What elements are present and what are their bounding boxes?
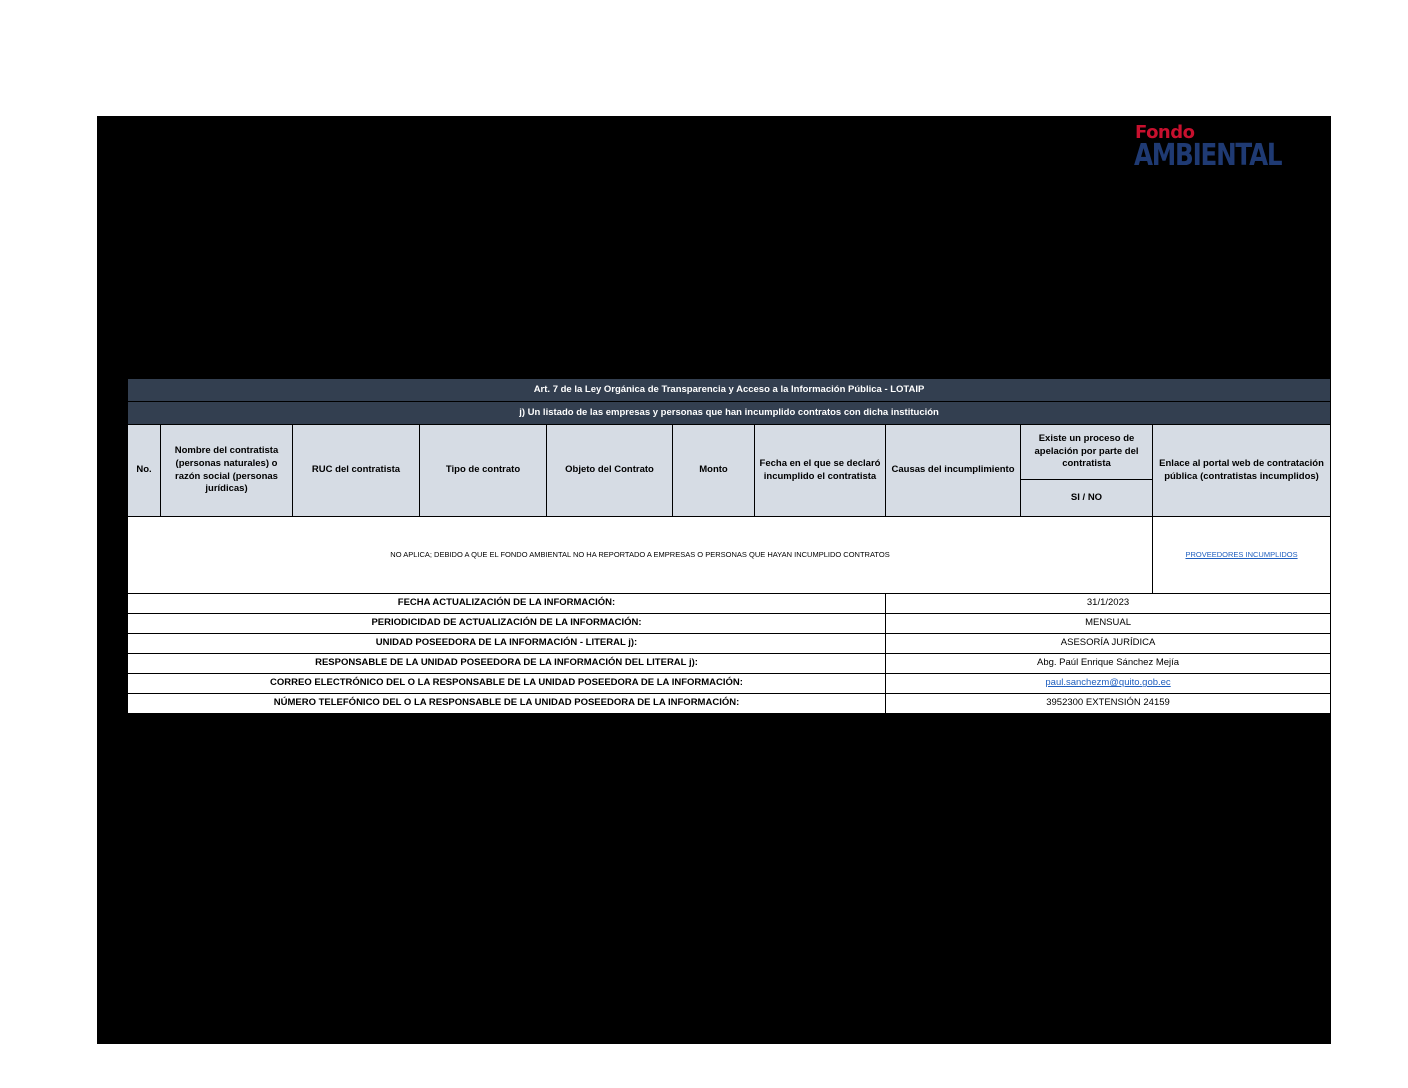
meta-label-telefono: NÚMERO TELEFÓNICO DEL O LA RESPONSABLE DE LA UNIDAD POSEEDORA DE LA INFORMACIÓN:: [128, 694, 886, 714]
proveedores-incumplidos-cell: [1153, 517, 1331, 594]
proveedores-incumplidos-link[interactable]: PROVEEDORES INCUMPLIDOS: [1185, 549, 1298, 559]
table-subtitle: j) Un listado de las empresas y personas que han incumplido contratos con dicha institución: [128, 402, 1331, 425]
lotaip-table: [127, 378, 1331, 714]
header-apelacion: Existe un proceso de apelación por parte del contratista: [1021, 425, 1153, 480]
meta-value-periodicidad: MENSUAL: [886, 614, 1331, 634]
no-aplica-message: NO APLICA; DEBIDO A QUE EL FONDO AMBIENTAL NO HA REPORTADO A EMPRESAS O PERSONAS QUE HAYAN INCUMPLIDO CONTRATOS: [128, 517, 1153, 594]
header-ruc: RUC del contratista: [293, 425, 420, 517]
meta-value-telefono: 3952300 EXTENSIÓN 24159: [886, 694, 1331, 714]
email-link[interactable]: paul.sanchezm@quito.gob.ec: [1045, 677, 1171, 689]
meta-value-fecha: 31/1/2023: [886, 594, 1331, 614]
header-objeto-contrato: Objeto del Contrato: [547, 425, 673, 517]
header-tipo-contrato: Tipo de contrato: [420, 425, 547, 517]
meta-label-correo: CORREO ELECTRÓNICO DEL O LA RESPONSABLE DE LA UNIDAD POSEEDORA DE LA INFORMACIÓN:: [128, 674, 886, 694]
table-title: Art. 7 de la Ley Orgánica de Transparencia y Acceso a la Información Pública - LOTAIP: [128, 379, 1331, 402]
header-no: No.: [128, 425, 161, 517]
logo-text-ambiental: AMBIENTAL: [1134, 138, 1282, 173]
header-fecha-incumplimiento: Fecha en el que se declaró incumplido el contratista: [755, 425, 886, 517]
header-causas: Causas del incumplimiento: [886, 425, 1021, 517]
header-si-no: SI / NO: [1021, 480, 1153, 517]
header-nombre-contratista: Nombre del contratista (personas naturales) o razón social (personas jurídicas): [161, 425, 293, 517]
fondo-ambiental-logo: [1135, 122, 1310, 174]
meta-value-correo-cell: [886, 674, 1331, 694]
meta-value-unidad: ASESORÍA JURÍDICA: [886, 634, 1331, 654]
header-monto: Monto: [673, 425, 755, 517]
meta-label-periodicidad: PERIODICIDAD DE ACTUALIZACIÓN DE LA INFORMACIÓN:: [128, 614, 886, 634]
meta-label-unidad: UNIDAD POSEEDORA DE LA INFORMACIÓN - LITERAL j):: [128, 634, 886, 654]
header-enlace-portal: Enlace al portal web de contratación pública (contratistas incumplidos): [1153, 425, 1331, 517]
meta-label-responsable: RESPONSABLE DE LA UNIDAD POSEEDORA DE LA INFORMACIÓN DEL LITERAL j):: [128, 654, 886, 674]
meta-value-responsable: Abg. Paúl Enrique Sánchez Mejía: [886, 654, 1331, 674]
meta-label-fecha: FECHA ACTUALIZACIÓN DE LA INFORMACIÓN:: [128, 594, 886, 614]
logo-text-fondo: Fondo: [1135, 122, 1195, 143]
